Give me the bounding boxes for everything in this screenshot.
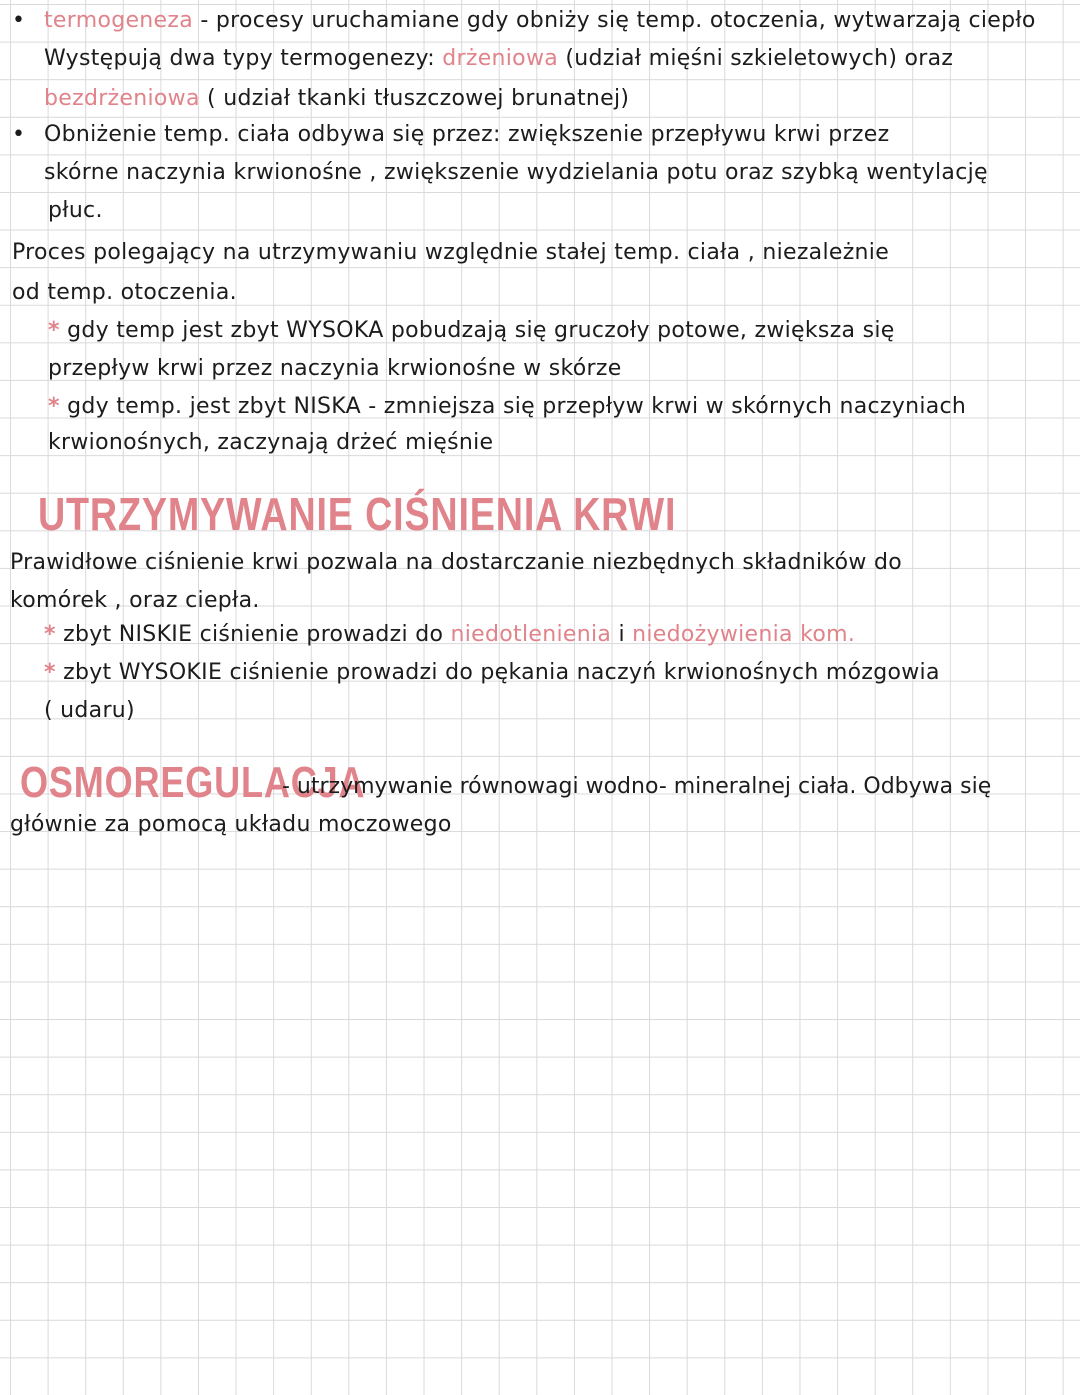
term-niedotlenienia: niedotlenienia xyxy=(450,622,612,647)
thermoregulation-definition-line-1: Proces polegający na utrzymywaniu względnie stałej temp. ciała , niezależnie xyxy=(12,240,890,265)
text: i xyxy=(611,622,633,647)
text: (udział mięśni szkieletowych) oraz xyxy=(558,46,954,71)
term-termogeneza: termogeneza xyxy=(44,8,194,33)
term-bezdrzeniowa: bezdrżeniowa xyxy=(44,86,200,111)
termogeneza-definition-line-2 xyxy=(44,44,953,74)
heading-blood-pressure: UTRZYMYWANIE CIŚNIENIA KRWI xyxy=(38,488,677,540)
asterisk-icon: * xyxy=(44,660,56,685)
pressure-line-1: Prawidłowe ciśnienie krwi pozwala na dostarczanie niezbędnych składników do xyxy=(10,550,903,575)
low-pressure-note xyxy=(44,620,855,650)
cooling-line-2: skórne naczynia krwionośne , zwiększenie wydzielania potu oraz szybką wentylację xyxy=(44,160,988,185)
osmoregulation-definition-line-2: głównie za pomocą układu moczowego xyxy=(10,812,452,837)
high-temp-note-line-1 xyxy=(48,316,895,346)
text: ( udział tkanki tłuszczowej brunatnej) xyxy=(199,86,630,111)
asterisk-icon: * xyxy=(44,622,56,647)
low-temp-note-line-1 xyxy=(48,392,966,422)
cooling-line-3: płuc. xyxy=(48,198,103,223)
pressure-line-2: komórek , oraz ciepła. xyxy=(10,588,260,613)
thermoregulation-definition-line-2: od temp. otoczenia. xyxy=(12,280,237,305)
cooling-line-1: Obniżenie temp. ciała odbywa się przez: zwiększenie przepływu krwi przez xyxy=(44,122,890,147)
term-drzeniowa: drżeniowa xyxy=(442,46,559,71)
heading-osmoregulation: OSMOREGULACJA xyxy=(20,758,366,807)
text: Występują dwa typy termogenezy: xyxy=(44,46,443,71)
high-pressure-note-line-1 xyxy=(44,658,940,688)
text: gdy temp. jest zbyt NISKA - zmniejsza się przepływ krwi w skórnych naczyniach xyxy=(67,394,967,419)
term-niedozywienia: niedożywienia kom. xyxy=(632,622,856,647)
asterisk-icon: * xyxy=(48,318,60,343)
bullet-dot: • xyxy=(12,8,25,33)
low-temp-note-line-2: krwionośnych, zaczynają drżeć mięśnie xyxy=(48,430,494,455)
osmoregulation-definition-line-1: - utrzymywanie równowagi wodno- mineralnej ciała. Odbywa się xyxy=(282,774,992,799)
bullet-dot: • xyxy=(12,122,25,147)
text: zbyt NISKIE ciśnienie prowadzi do xyxy=(63,622,451,647)
text: zbyt WYSOKIE ciśnienie prowadzi do pękania naczyń krwionośnych mózgowia xyxy=(63,660,940,685)
termogeneza-definition-line-1 xyxy=(44,6,1036,36)
high-temp-note-line-2: przepływ krwi przez naczynia krwionośne w skórze xyxy=(48,356,622,381)
text: gdy temp jest zbyt WYSOKA pobudzają się gruczoły potowe, zwiększa się xyxy=(67,318,895,343)
text: - procesy uruchamiane gdy obniży się temp. otoczenia, wytwarzają ciepło xyxy=(193,8,1036,33)
asterisk-icon: * xyxy=(48,394,60,419)
high-pressure-note-line-2: ( udaru) xyxy=(44,698,135,723)
termogeneza-definition-line-3 xyxy=(44,84,629,114)
